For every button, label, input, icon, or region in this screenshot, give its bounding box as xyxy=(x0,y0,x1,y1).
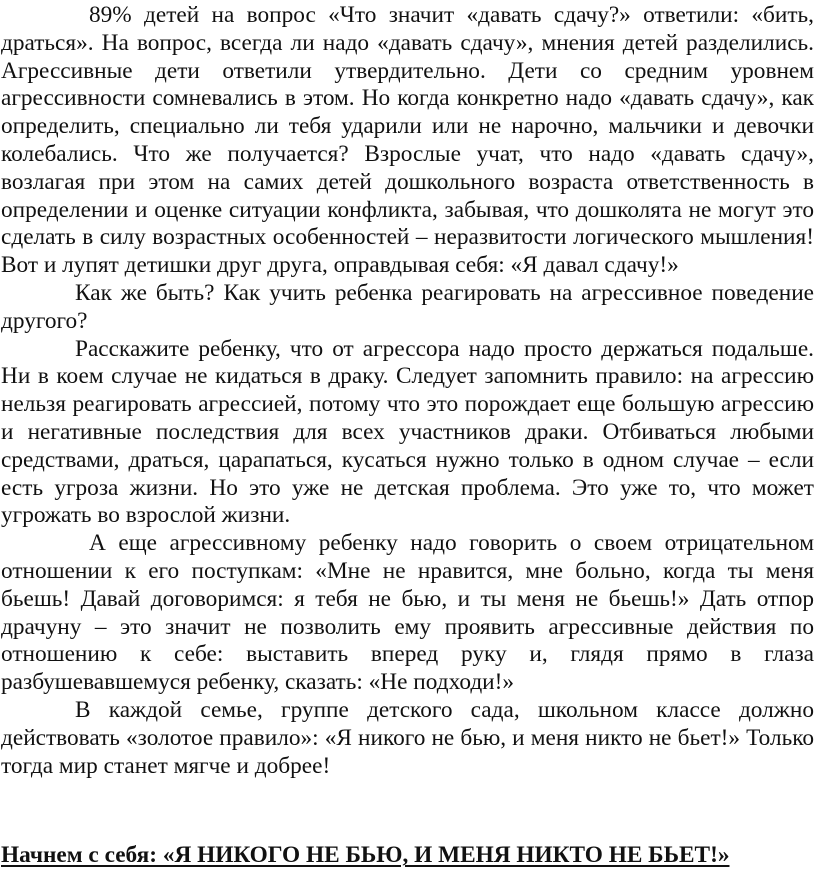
paragraph-1: 89% детей на вопрос «Что значит «давать сдачу?» ответили: «бить, драться». На вопрос, всегда ли надо «давать сдачу», мнения детей разделились. Агрессивные дети ответили утвердительно. Дети со средним уровнем агрессивности сомневались в этом. Но когда конкретно надо «давать сдачу», как определить, специально ли тебя ударили или не нарочно, мальчики и девочки колебались. Что же получается? Взрослые учат, что надо «давать сдачу», возлагая при этом на самих детей дошкольного возраста ответственность в определении и оценке ситуации конфликта, забывая, что дошколята не могут это сделать в силу возрастных особенностей – неразвитости логического мышления! Вот и лупят детишки друг друга, оправдывая себя: «Я давал сдачу!» xyxy=(1,2,814,279)
paragraph-4: А еще агрессивному ребенку надо говорить о своем отрицательном отношении к его поступкам: «Мне не нравится, мне больно, когда ты меня бьешь! Давай договоримся: я тебя не бью, и ты меня не бьешь!» Дать отпор драчуну – это значит не позволить ему проявить агрессивные действия по отношению к себе: выставить вперед руку и, глядя прямо в глаза разбушевавшемуся ребенку, сказать: «Не подходи!» xyxy=(1,530,814,696)
paragraph-3: Расскажите ребенку, что от агрессора надо просто держаться подальше. Ни в коем случае не кидаться в драку. Следует запомнить правило: на агрессию нельзя реагировать агрессией, потому что это порождает еще большую агрессию и негативные последствия для всех участников драки. Отбиваться любыми средствами, драться, царапаться, кусаться нужно только в одном случае – если есть угроза жизни. Но это уже не детская проблема. Это уже то, что может угрожать во взрослой жизни. xyxy=(1,335,814,529)
paragraph-5: В каждой семье, группе детского сада, школьном классе должно действовать «золотое правило»: «Я никого не бью, и меня никто не бьет!» Только тогда мир станет мягче и добрее! xyxy=(1,696,814,779)
paragraph-2: Как же быть? Как учить ребенка реагировать на агрессивное поведение другого? xyxy=(1,279,814,334)
closing-heading: Начнем с себя: «Я НИКОГО НЕ БЬЮ, И МЕНЯ НИКТО НЕ БЬЕТ!» xyxy=(1,842,730,868)
